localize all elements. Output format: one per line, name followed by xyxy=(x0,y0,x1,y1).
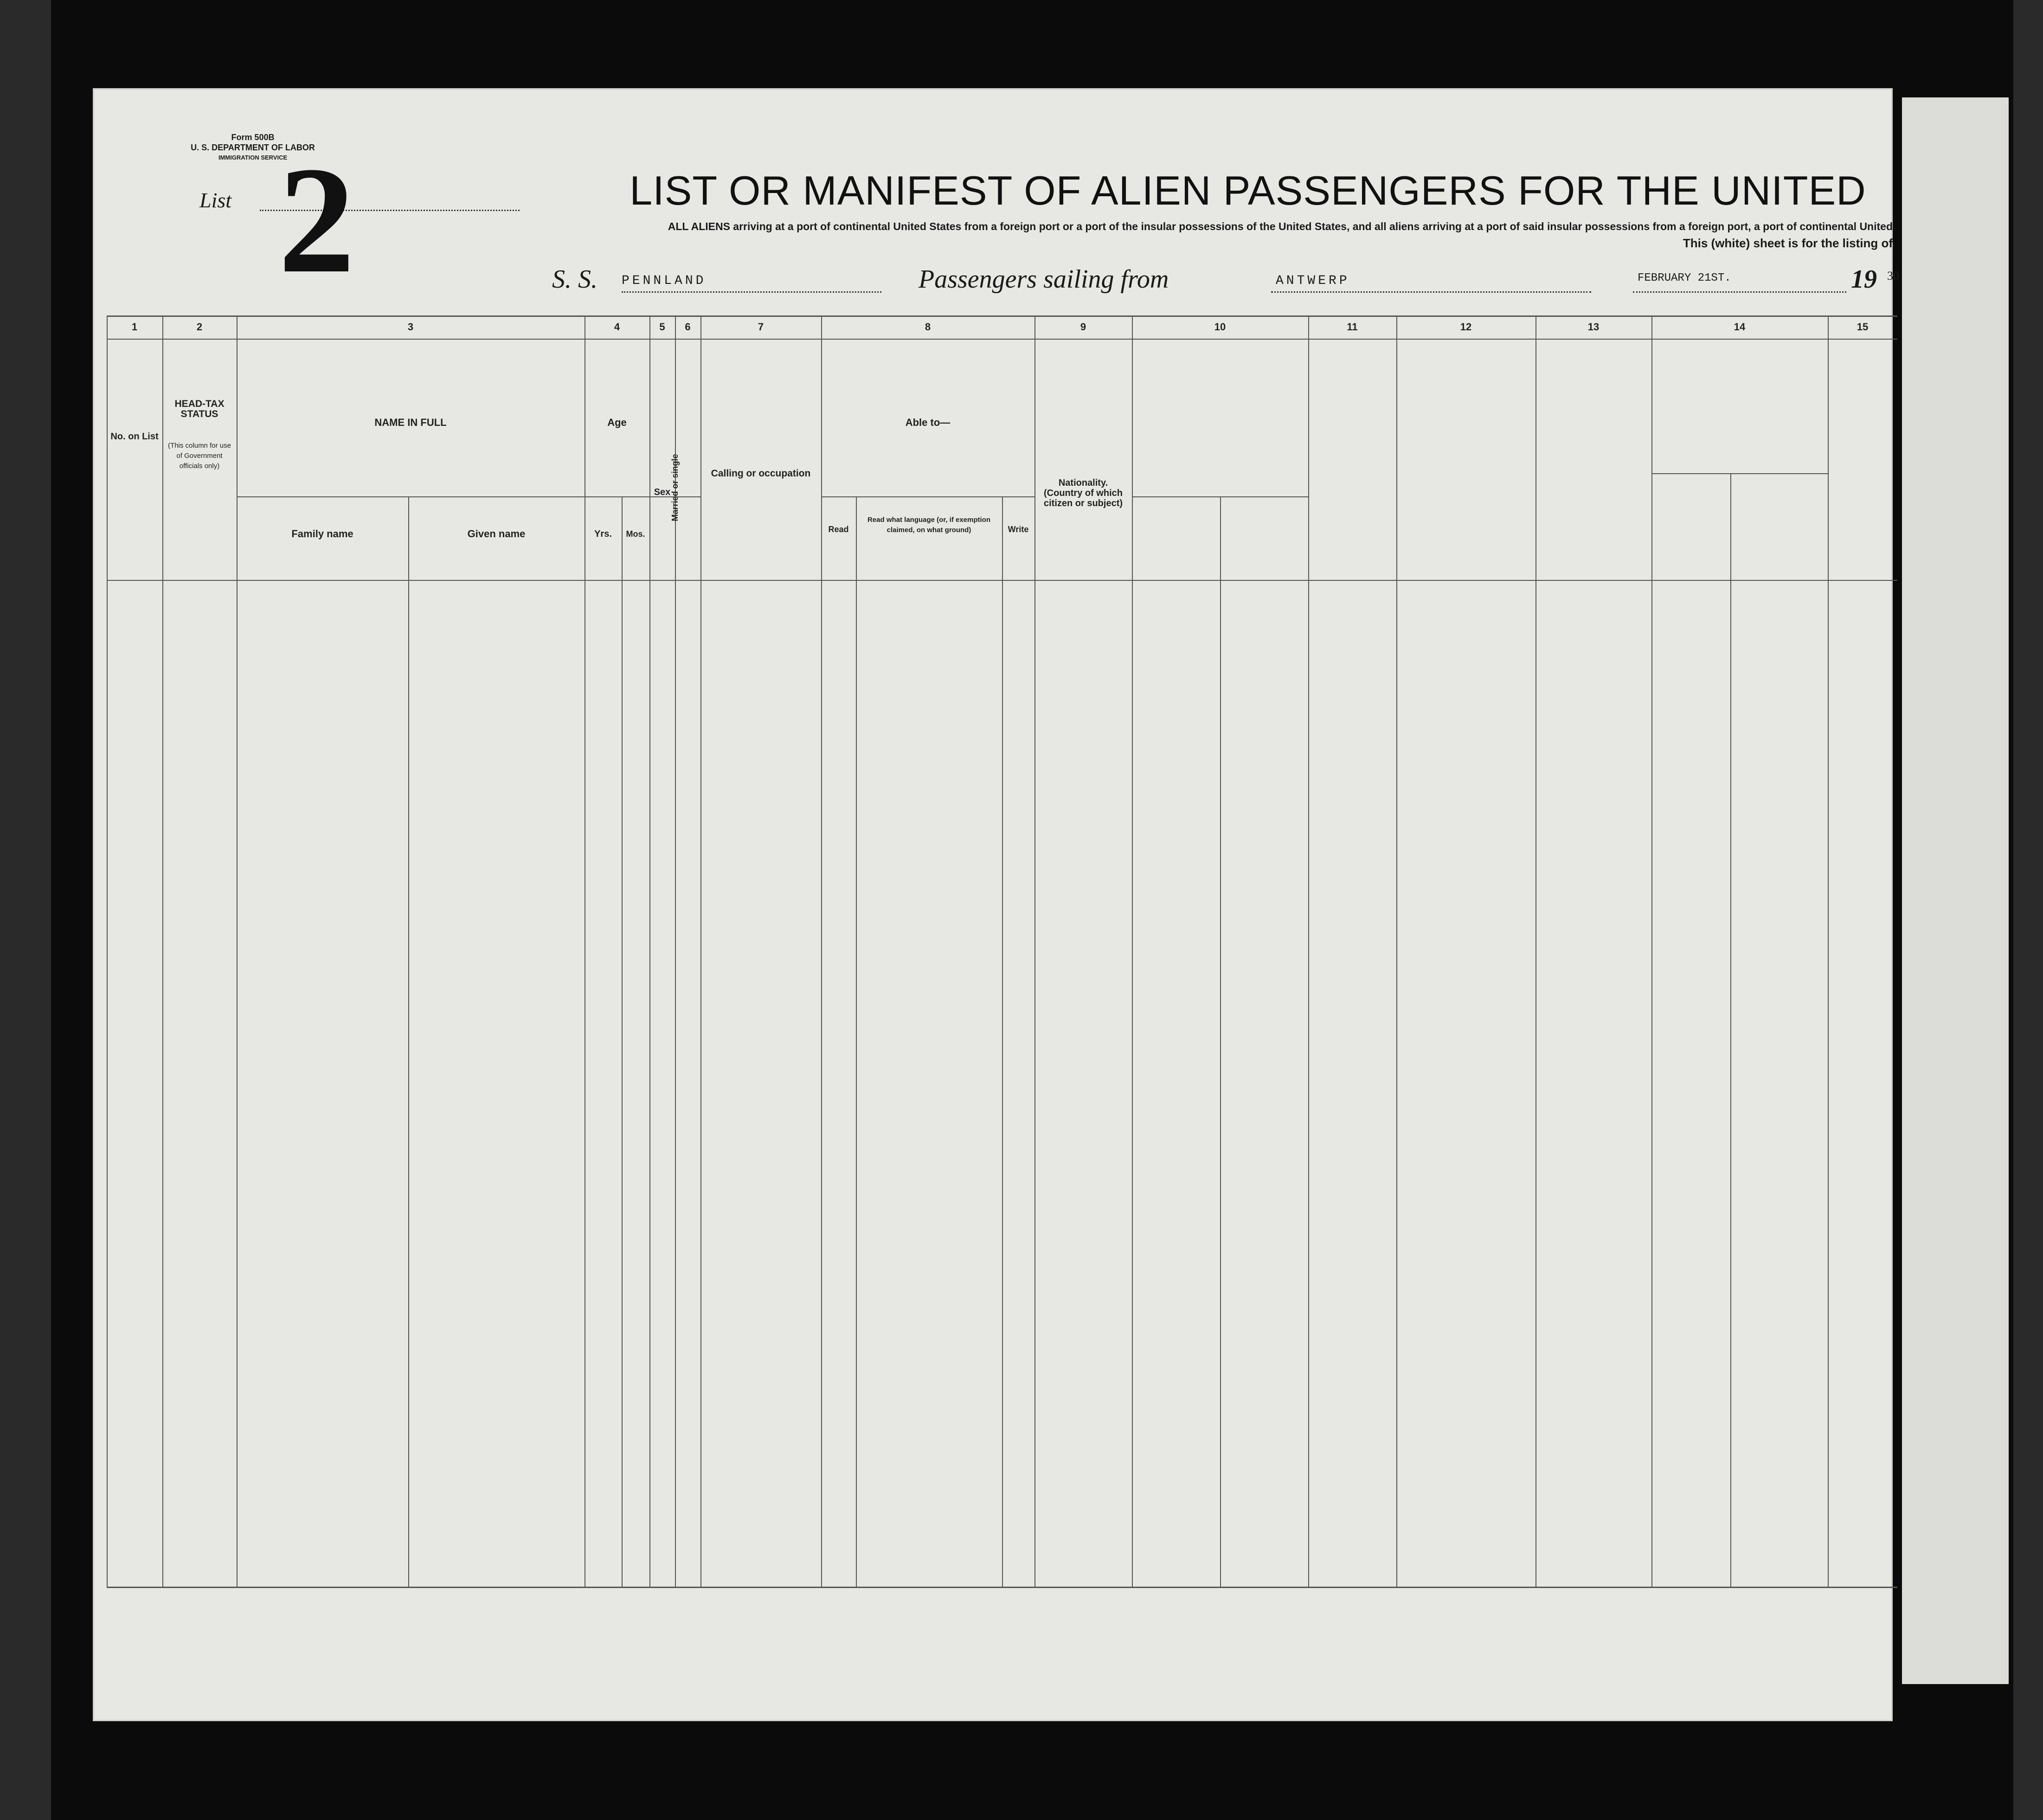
col-number-14: 14 xyxy=(1734,321,1746,333)
col-number-13: 13 xyxy=(1587,321,1600,333)
right-binding-strip xyxy=(2013,0,2043,1820)
header-nationality: Nationality. (Country of which citizen or subject) xyxy=(1043,478,1123,508)
header-calling: Calling or occupation xyxy=(711,468,811,479)
header-read: Read xyxy=(828,525,849,534)
manifest-sheet xyxy=(93,88,1899,1721)
subtitle-line-1: ALL ALIENS arriving at a port of continental United States from a foreign port or a port of the insular possessions of the United States, and all aliens arriving at a port of said insular possessions from a foreign port, a port of continental United xyxy=(668,220,1893,232)
col-border xyxy=(649,315,650,1587)
service: IMMIGRATION SERVICE xyxy=(218,154,288,161)
table-top-border xyxy=(107,315,1897,317)
col-border xyxy=(622,496,623,1587)
manifest-title: LIST OR MANIFEST OF ALIEN PASSENGERS FOR THE UNITED xyxy=(630,167,1866,213)
col-border xyxy=(1828,315,1829,1587)
col-border xyxy=(408,496,409,1587)
header-married: Married or single xyxy=(670,454,680,521)
sailing-date: FEBRUARY 21ST. xyxy=(1638,272,1731,284)
col-border xyxy=(162,315,163,1587)
header-write: Write xyxy=(1008,525,1029,534)
year-suffix: 30 xyxy=(1887,269,1899,283)
col-border xyxy=(1396,315,1397,1587)
header-read-language: Read what language (or, if exemption claimed, on what ground) xyxy=(867,516,991,534)
passenger-table xyxy=(107,315,1897,1587)
header-name-in-full: NAME IN FULL xyxy=(374,417,447,428)
col-border xyxy=(107,315,108,1587)
col-number-8: 8 xyxy=(925,321,931,333)
subtitle-line-2: This (white) sheet is for the listing of xyxy=(1683,236,1893,250)
col-number-2: 2 xyxy=(196,321,203,333)
col-number-1: 1 xyxy=(131,321,138,333)
header-head-tax: HEAD-TAX STATUS xyxy=(174,399,225,419)
col-number-10: 10 xyxy=(1214,321,1226,333)
port-line xyxy=(1271,291,1591,293)
col-border xyxy=(1220,496,1221,1587)
residence-subheader-line xyxy=(1651,473,1828,474)
col-border xyxy=(856,496,857,1587)
col-border xyxy=(1535,315,1536,1587)
port-name: ANTWERP xyxy=(1276,274,1350,288)
number-row-border xyxy=(107,339,1897,340)
header-no-on-list: No. on List xyxy=(110,431,159,442)
header-head-tax-note: (This column for use of Government officials only) xyxy=(168,442,231,470)
ship-row xyxy=(552,264,1925,297)
col-border xyxy=(700,315,701,1587)
col-number-5: 5 xyxy=(659,321,665,333)
col-number-6: 6 xyxy=(685,321,691,333)
list-label: List xyxy=(199,188,232,212)
col-number-3: 3 xyxy=(407,321,414,333)
header-yrs: Yrs. xyxy=(594,529,612,539)
sailing-label: Passengers sailing from xyxy=(919,265,1169,294)
header-sex: Sex xyxy=(654,487,671,497)
name-subheader-line xyxy=(237,496,700,497)
col-border xyxy=(1308,315,1309,1587)
col-number-7: 7 xyxy=(758,321,764,333)
adjacent-page xyxy=(1902,97,2009,1684)
header-family-name: Family name xyxy=(291,528,353,540)
col-border xyxy=(1651,315,1652,1587)
department: U. S. DEPARTMENT OF LABOR xyxy=(191,143,315,152)
form-number: Form 500B xyxy=(231,133,275,142)
manifest-subtitle xyxy=(418,218,1893,251)
col-number-15: 15 xyxy=(1857,321,1869,333)
col-number-4: 4 xyxy=(614,321,620,333)
col-number-11: 11 xyxy=(1347,321,1358,333)
header-given-name: Given name xyxy=(467,528,526,540)
table-bottom-border xyxy=(107,1587,1897,1588)
col-number-12: 12 xyxy=(1460,321,1472,333)
ss-label: S. S. xyxy=(552,265,597,294)
col-border xyxy=(1034,315,1035,1587)
year-prefix: 19 xyxy=(1851,265,1877,294)
col-border xyxy=(821,315,822,1587)
ship-line xyxy=(622,291,881,293)
col-border xyxy=(237,315,238,1587)
left-binding-strip xyxy=(0,0,51,1820)
col-border xyxy=(1002,496,1003,1587)
header-age: Age xyxy=(607,417,627,428)
header-able-to: Able to— xyxy=(905,417,951,428)
col-border xyxy=(1132,315,1133,1587)
header-mos: Mos. xyxy=(626,529,645,539)
col-border xyxy=(1730,473,1731,1587)
ship-name: PENNLAND xyxy=(622,274,707,288)
list-number: 2 xyxy=(278,135,355,305)
date-line xyxy=(1633,291,1846,293)
col-number-9: 9 xyxy=(1080,321,1086,333)
